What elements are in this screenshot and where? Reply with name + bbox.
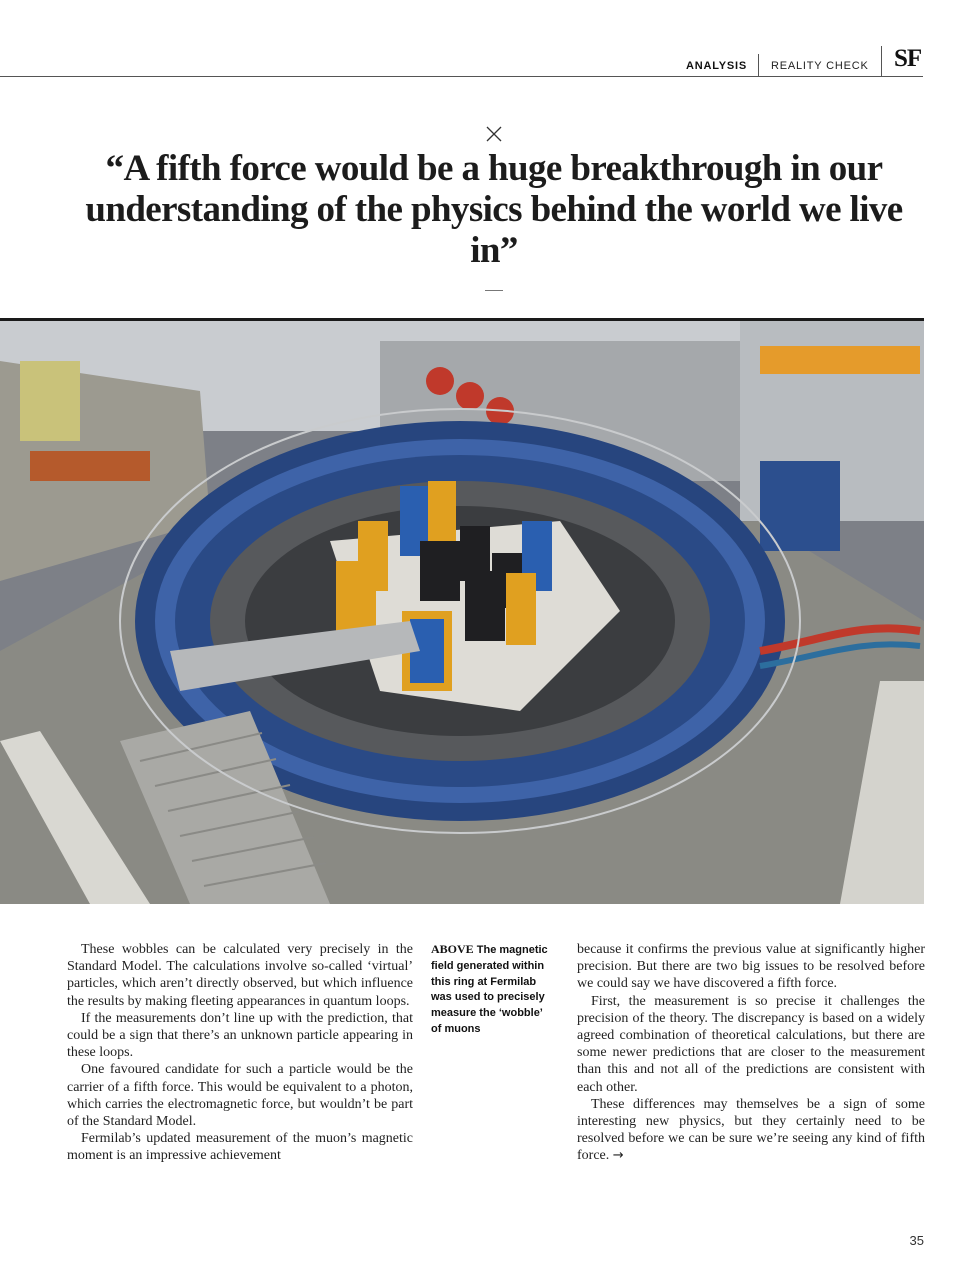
paragraph: One favoured candidate for such a particle would be the carrier of a fifth force. This would be equivalent to a photon, which carries the electromagnetic force, but wouldn’t be part of the Standard Model.: [67, 1062, 413, 1130]
paragraph: because it confirms the previous value at significantly higher precision. But there are two big issues to be resolved before we could say we have discovered a fifth force.: [577, 942, 925, 992]
caption-lead: ABOVE: [431, 942, 474, 956]
header-rule: [0, 76, 923, 77]
paragraph: If the measurements don’t line up with the prediction, that could be a sign that there’s an unknown particle appearing in these loops.: [67, 1010, 413, 1061]
pull-quote: “A fifth force would be a huge breakthrough in our understanding of the physics behind the world we live in”: [85, 148, 903, 271]
caption-text: The magnetic field generated within this ring at Fermilab was used to precisely measure the ‘wobble’ of muons: [431, 944, 548, 1035]
paragraph: [577, 1096, 925, 1165]
quote-divider: [485, 290, 503, 291]
subsection-label: REALITY CHECK: [771, 60, 869, 72]
photo-caption: [431, 942, 551, 1038]
header-divider: [881, 46, 882, 76]
header-divider: [758, 54, 759, 76]
body-column-right: [577, 941, 925, 1165]
magazine-logo: SF: [894, 45, 922, 72]
paragraph: These wobbles can be calculated very precisely in the Standard Model. The calculations involve so-called ‘virtual’ particles, which aren’t directly observed, but which influence the results by making fleeting appearances in quantum loops.: [67, 942, 413, 1009]
section-label: ANALYSIS: [686, 60, 748, 72]
paragraph-text: These differences may themselves be a sign of some interesting new physics, but they certainly need to be resolved before we can be sure we’re seeing any kind of fifth force.: [577, 1096, 925, 1164]
close-cross-icon: [484, 124, 504, 144]
body-column-left: [67, 941, 413, 1165]
photo: [0, 318, 924, 904]
paragraph: Fermilab’s updated measurement of the muon’s magnetic moment is an impressive achievement: [67, 1131, 413, 1164]
muon-g-2-storage-ring-photo: [0, 321, 924, 904]
paragraph: First, the measurement is so precise it challenges the precision of the theory. The discrepancy is based on a widely agreed combination of theoretical calculations, but there are some newer predictions that are closer to the measurement than this and not all of the predictions are consistent with each other.: [577, 993, 925, 1095]
end-arrow-icon: →: [612, 1148, 624, 1164]
page-number: 35: [909, 1233, 924, 1248]
